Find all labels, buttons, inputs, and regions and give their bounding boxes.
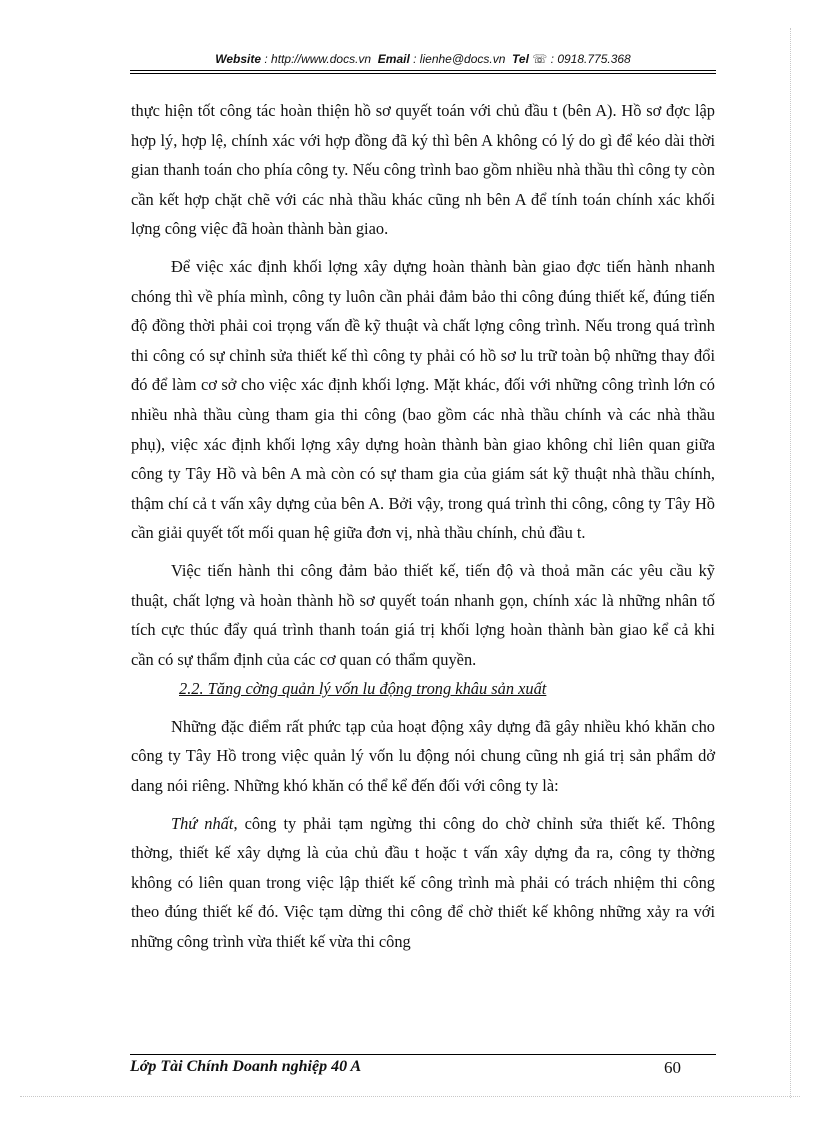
paragraph-5-lead: Thứ nhất [171, 813, 234, 833]
paragraph-4: Những đặc điểm rất phức tạp của hoạt động xây dựng đã gây nhiều khó khăn cho công ty Tây Hồ trong việc quản lý vốn lu động nói chung cũng nh giá trị sản phẩm dở dang nói riêng. Những khó khăn có thể kể đến đối với công ty là: [131, 716, 715, 796]
paragraph-1: thực hiện tốt công tác hoàn thiện hồ sơ quyết toán với chủ đầu t (bên A). Hồ sơ đợc lập hợp lý, hợp lệ, chính xác với hợp đồng đã ký thì bên A không có lý do gì để kéo dài thời gian thanh toán cho phía công ty. Nếu công trình bao gồm nhiều nhà thầu thì công ty còn cần kết hợp chặt chẽ với các nhà thầu khác cũng nh bên A để tính toán chính xác khối lợng công việc đã hoàn thành bàn giao. [131, 101, 715, 239]
paragraph-5 [131, 809, 715, 957]
section-heading: 2.2. Tăng cờng quản lý vốn lu động trong khâu sản xuất [179, 679, 547, 699]
email-value: : lienhe@docs.vn [413, 52, 506, 66]
page-number: 60 [664, 1058, 681, 1077]
phone-icon: ☏ [532, 52, 548, 66]
footer-class-name: Lớp Tài Chính Doanh nghiệp 40 A [130, 1058, 362, 1075]
email-label: Email [377, 52, 410, 66]
website-label: Website [215, 52, 262, 66]
header-rule [130, 70, 716, 71]
website-value: : http://www.docs.vn [264, 52, 372, 66]
page-header [130, 52, 716, 70]
tel-value: : 0918.775.368 [550, 52, 631, 66]
document-body [131, 96, 715, 957]
paragraph-3: Việc tiến hành thi công đảm bảo thiết kế, tiến độ và thoả mãn các yêu cầu kỹ thuật, chất lợng và hoàn thành hồ sơ quyết toán nhanh gọn, chính xác là những nhân tố tích cực thúc đẩy quá trình thanh toán giá trị khối lợng hoàn thành bàn giao kể cả khi cần có sự thẩm định của các cơ quan có thẩm quyền. [131, 560, 715, 669]
paragraph-2: Để việc xác định khối lợng xây dựng hoàn thành bàn giao đợc tiến hành nhanh chóng thì về phía mình, công ty luôn cần phải đảm bảo thi công đúng thiết kế, đúng tiến độ đồng thời phải coi trọng vấn đề kỹ thuật và chất lợng công trình. Nếu trong quá trình thi công có sự chỉnh sửa thiết kế thì công ty phải có hồ sơ lu trữ toàn bộ những thay đổi đó để làm cơ sở cho việc xác định khối lợng. Mặt khác, đối với những công trình lớn có nhiều nhà thầu cùng tham gia thi công (bao gồm các nhà thầu chính và các nhà thầu phụ), việc xác định khối lợng xây dựng hoàn thành bàn giao không chỉ liên quan giữa công ty Tây Hồ và bên A mà còn có sự tham gia của giám sát kỹ thuật nhà thầu chính, thậm chí cả t vấn xây dựng của bên A. Bởi vậy, trong quá trình thi công, công ty Tây Hồ cần giải quyết tốt mối quan hệ giữa đơn vị, nhà thầu chính, chủ đầu t. [131, 256, 715, 543]
page-border-bottom [20, 1096, 800, 1097]
footer-rule [130, 1054, 716, 1055]
header-rule-double [130, 73, 716, 74]
tel-label: Tel [512, 52, 529, 66]
paragraph-5-text: , công ty phải tạm ngừng thi công do chờ chỉnh sửa thiết kế. Thông thờng, thiết kế xây dựng là của chủ đầu t hoặc t vấn xây dựng đa ra, công ty thờng không có liên quan trong việc lập thiết kế công trình mà phải có trách nhiệm thi công theo đúng thiết kế đó. Việc tạm dừng thi công để chờ thiết kế không những xảy ra với những công trình vừa thiết kế vừa thi công [131, 813, 715, 952]
page-border-right [790, 28, 791, 1098]
